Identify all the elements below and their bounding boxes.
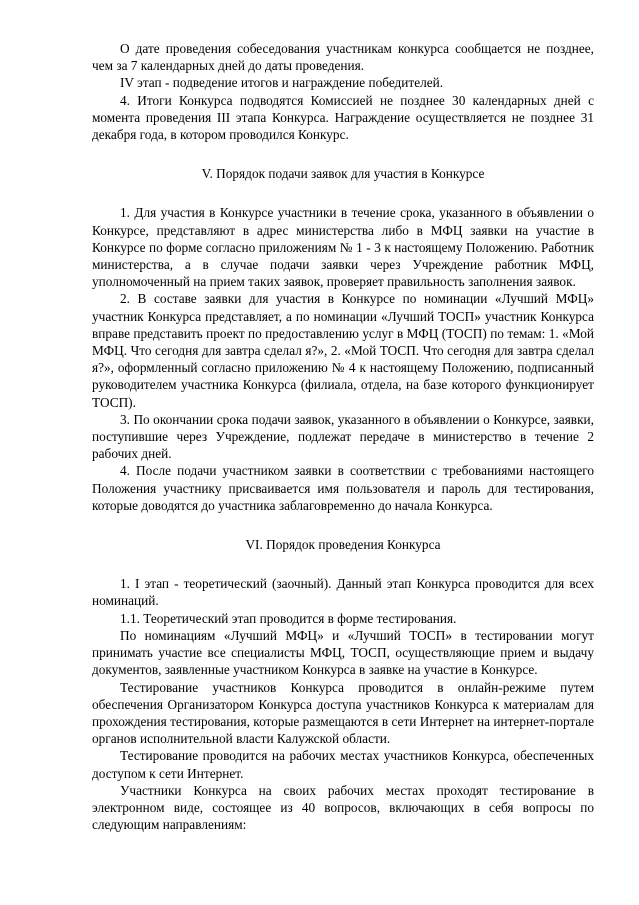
section-6-nominations: По номинациям «Лучший МФЦ» и «Лучший ТОСП» в тестировании могут принимать участие все специалисты МФЦ, ТОСП, осуществляющие прием и выдачу документов, заявленные участником Конкурса в заявке на участие в Конкурсе.	[92, 627, 594, 678]
section-heading-6: VI. Порядок проведения Конкурса	[245, 537, 441, 553]
paragraph-stage-4: IV этап - подведение итогов и награждение победителей.	[120, 75, 444, 91]
section-5-item-2: 2. В составе заявки для участия в Конкурсе по номинации «Лучший МФЦ» участник Конкурса представляет, а по номинации «Лучший ТОСП» участник Конкурса вправе представить проект по предоставлению услуг в МФЦ (ТОСП) по темам: 1. «Мой МФЦ. Что сегодня для завтра сделал я?», 2. «Мой ТОСП. Что сегодня для завтра сделал я?», оформленный согласно приложению № 4 к настоящему Положению, подписанный руководителем участника Конкурса (филиала, отдела, на базе которого функционирует ТОСП).	[92, 291, 594, 410]
section-6-online-testing: Тестирование участников Конкурса проводится в онлайн-режиме путем обеспечения Организатором Конкурса доступа участников Конкурса к материалам для прохождения тестирования, которые размещаются в сети Интернет на интернет-портале органов исполнительной власти Калужской области.	[92, 679, 594, 747]
paragraph-results: 4. Итоги Конкурса подводятся Комиссией не позднее 30 календарных дней с момента проведения III этапа Конкурса. Награждение осуществляется не позднее 31 декабря года, в котором проводился Конкурс.	[92, 92, 594, 143]
section-5-item-1: 1. Для участия в Конкурсе участники в течение срока, указанного в объявлении о Конкурсе, представляют в адрес министерства либо в МФЦ заявки на участие в Конкурсе по форме согласно приложениям № 1 - 3 к настоящему Положению. Работник министерства, а в случае подачи заявки через Учреждение работник МФЦ, уполномоченный на прием таких заявок, проверяет правильность заполнения заявок.	[92, 205, 594, 290]
section-6-item-1-1: 1.1. Теоретический этап проводится в форме тестирования.	[120, 610, 457, 626]
section-6-item-1: 1. I этап - теоретический (заочный). Данный этап Конкурса проводится для всех номинаций.	[92, 576, 594, 609]
section-6-workplaces: Тестирование проводится на рабочих местах участников Конкурса, обеспеченных доступом к сети Интернет.	[92, 748, 594, 781]
page-content	[92, 40, 594, 833]
section-5-item-3: 3. По окончании срока подачи заявок, указанного в объявлении о Конкурсе, заявки, поступившие через Учреждение, подлежат передаче в министерство в течение 2 рабочих дней.	[92, 411, 594, 462]
section-heading-5: V. Порядок подачи заявок для участия в Конкурсе	[201, 166, 485, 182]
paragraph-interview-date: О дате проведения собеседования участникам конкурса сообщается не позднее, чем за 7 календарных дней до даты проведения.	[92, 41, 594, 74]
section-6-test-questions: Участники Конкурса на своих рабочих местах проходят тестирование в электронном виде, состоящее из 40 вопросов, включающих в себя вопросы по следующим направлениям:	[92, 782, 594, 833]
section-5-item-4: 4. После подачи участником заявки в соответствии с требованиями настоящего Положения участнику присваивается имя пользователя и пароль для тестирования, которые доводятся до участника заблаговременно до начала Конкурса.	[92, 463, 594, 513]
